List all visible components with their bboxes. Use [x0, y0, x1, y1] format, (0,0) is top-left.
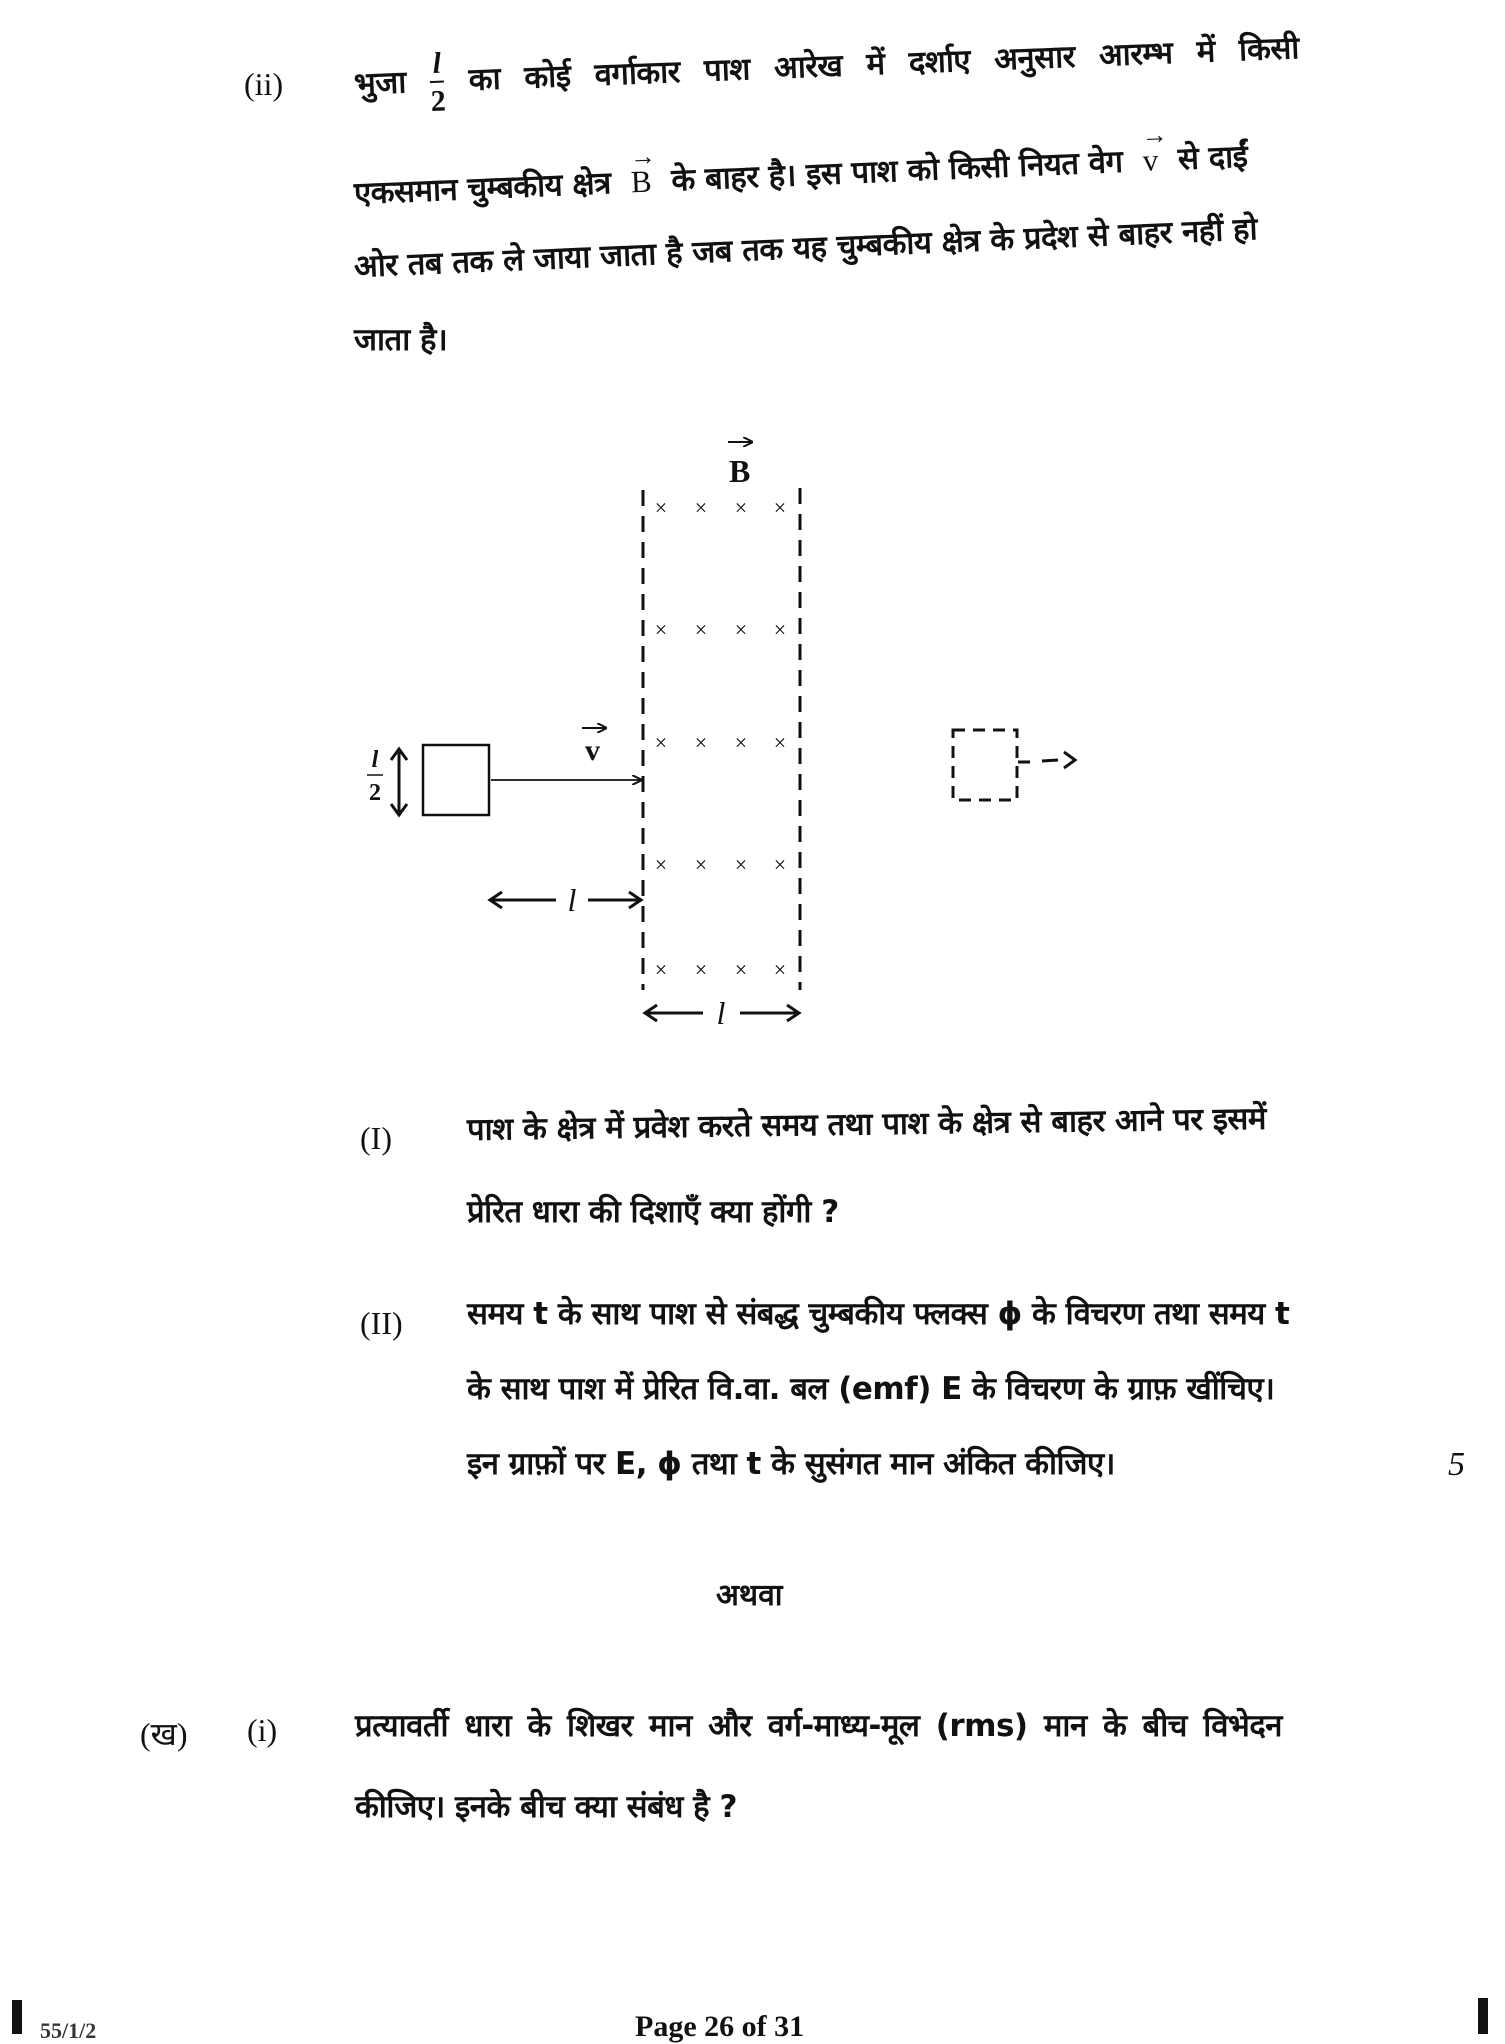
line1-before: भुजा — [353, 64, 407, 103]
svg-text:×: × — [734, 852, 748, 877]
svg-text:×: × — [773, 495, 787, 520]
field-width-arrow — [645, 995, 799, 1031]
svg-text:×: × — [773, 957, 787, 982]
vector-v: → v — [1142, 142, 1158, 179]
double-arrow-icon — [391, 749, 407, 815]
svg-text:×: × — [654, 495, 668, 520]
svg-text:l: l — [371, 747, 379, 773]
fraction-denominator: 2 — [430, 84, 446, 119]
field-label-b — [728, 442, 752, 489]
sub-question-II-line-1: समय t के साथ पाश से संबद्ध चुम्बकीय फ्लक्स ϕ के विचरण तथा समय t — [467, 1296, 1290, 1332]
line2-after: के बाहर है। इस पाश को किसी नियत वेग — [670, 143, 1124, 199]
svg-text:×: × — [654, 617, 668, 642]
or-separator: अथवा — [716, 1578, 783, 1613]
loop-side-label — [367, 747, 383, 806]
section-label-kha: (ख) — [140, 1716, 188, 1752]
cross-row — [655, 852, 786, 877]
svg-text:v: v — [585, 734, 600, 767]
svg-text:×: × — [773, 852, 787, 877]
dashed-final-loop — [953, 730, 1075, 800]
square-loop — [423, 745, 489, 815]
cross-row — [655, 495, 786, 520]
marks: 5 — [1448, 1446, 1465, 1483]
svg-text:×: × — [654, 730, 668, 755]
sub-question-I-line-2: प्रेरित धारा की दिशाएँ क्या होंगी ? — [467, 1194, 839, 1230]
footer-left-mark — [12, 2000, 22, 2034]
svg-text:B: B — [729, 453, 751, 489]
sub-question-II-line-2: के साथ पाश में प्रेरित वि.वा. बल (emf) E के विचरण के ग्राफ़ खींचिए। — [467, 1371, 1275, 1407]
svg-text:×: × — [694, 495, 708, 520]
svg-text:×: × — [694, 852, 708, 877]
question-number-ii: (ii) — [244, 66, 284, 102]
sub-question-I-line-1: पाश के क्षेत्र में प्रवेश करते समय तथा पाश के क्षेत्र से बाहर आने पर इसमें — [466, 1100, 1267, 1148]
cross-row — [655, 730, 786, 755]
question-number-i: (i) — [247, 1712, 278, 1748]
svg-text:×: × — [734, 617, 748, 642]
question-kha-line-1: प्रत्यावर्ती धारा के शिखर मान और वर्ग-माध्य-मूल (rms) मान के बीच विभेदन — [355, 1708, 1282, 1744]
svg-text:×: × — [694, 617, 708, 642]
svg-text:×: × — [734, 495, 748, 520]
svg-text:×: × — [773, 730, 787, 755]
svg-text:l: l — [716, 995, 726, 1031]
svg-text:×: × — [654, 852, 668, 877]
svg-text:×: × — [734, 957, 748, 982]
svg-text:×: × — [654, 957, 668, 982]
line1-after: का कोई वर्गाकार पाश आरेख में दर्शाए अनुसार आरम्भ में किसी — [468, 30, 1300, 99]
velocity-arrow — [491, 728, 641, 780]
question-ii-line-3: ओर तब तक ले जाया जाता है जब तक यह चुम्बकीय क्षेत्र के प्रदेश से बाहर नहीं हो — [353, 211, 1258, 285]
cross-row — [655, 617, 786, 642]
svg-text:×: × — [694, 730, 708, 755]
svg-text:l: l — [567, 882, 577, 918]
svg-text:×: × — [773, 617, 787, 642]
footer-page-number: Page 26 of 31 — [635, 2010, 805, 2043]
field-cross-icons — [655, 495, 786, 982]
sub-question-number-II: (II) — [360, 1305, 403, 1341]
question-kha-line-2: कीजिए। इनके बीच क्या संबंध है ? — [355, 1789, 737, 1825]
line2-end: से दाईं — [1177, 138, 1249, 178]
footer-code: 55/1/2 — [40, 2018, 97, 2043]
cross-row — [655, 957, 786, 982]
footer-right-mark — [1478, 1998, 1488, 2034]
svg-text:×: × — [694, 957, 708, 982]
line2-before: एकसमान चुम्बकीय क्षेत्र — [353, 165, 612, 212]
sub-question-number-I: (I) — [360, 1120, 392, 1156]
vector-b: → B — [630, 164, 652, 201]
gap-length-arrow — [490, 882, 641, 918]
question-ii-line-4: जाता है। — [354, 322, 448, 358]
svg-text:2: 2 — [369, 780, 381, 806]
fraction-numerator: l — [429, 49, 444, 84]
svg-text:×: × — [734, 730, 748, 755]
sub-question-II-line-3: इन ग्राफ़ों पर E, ϕ तथा t के सुसंगत मान अंकित कीजिए। — [467, 1446, 1115, 1482]
